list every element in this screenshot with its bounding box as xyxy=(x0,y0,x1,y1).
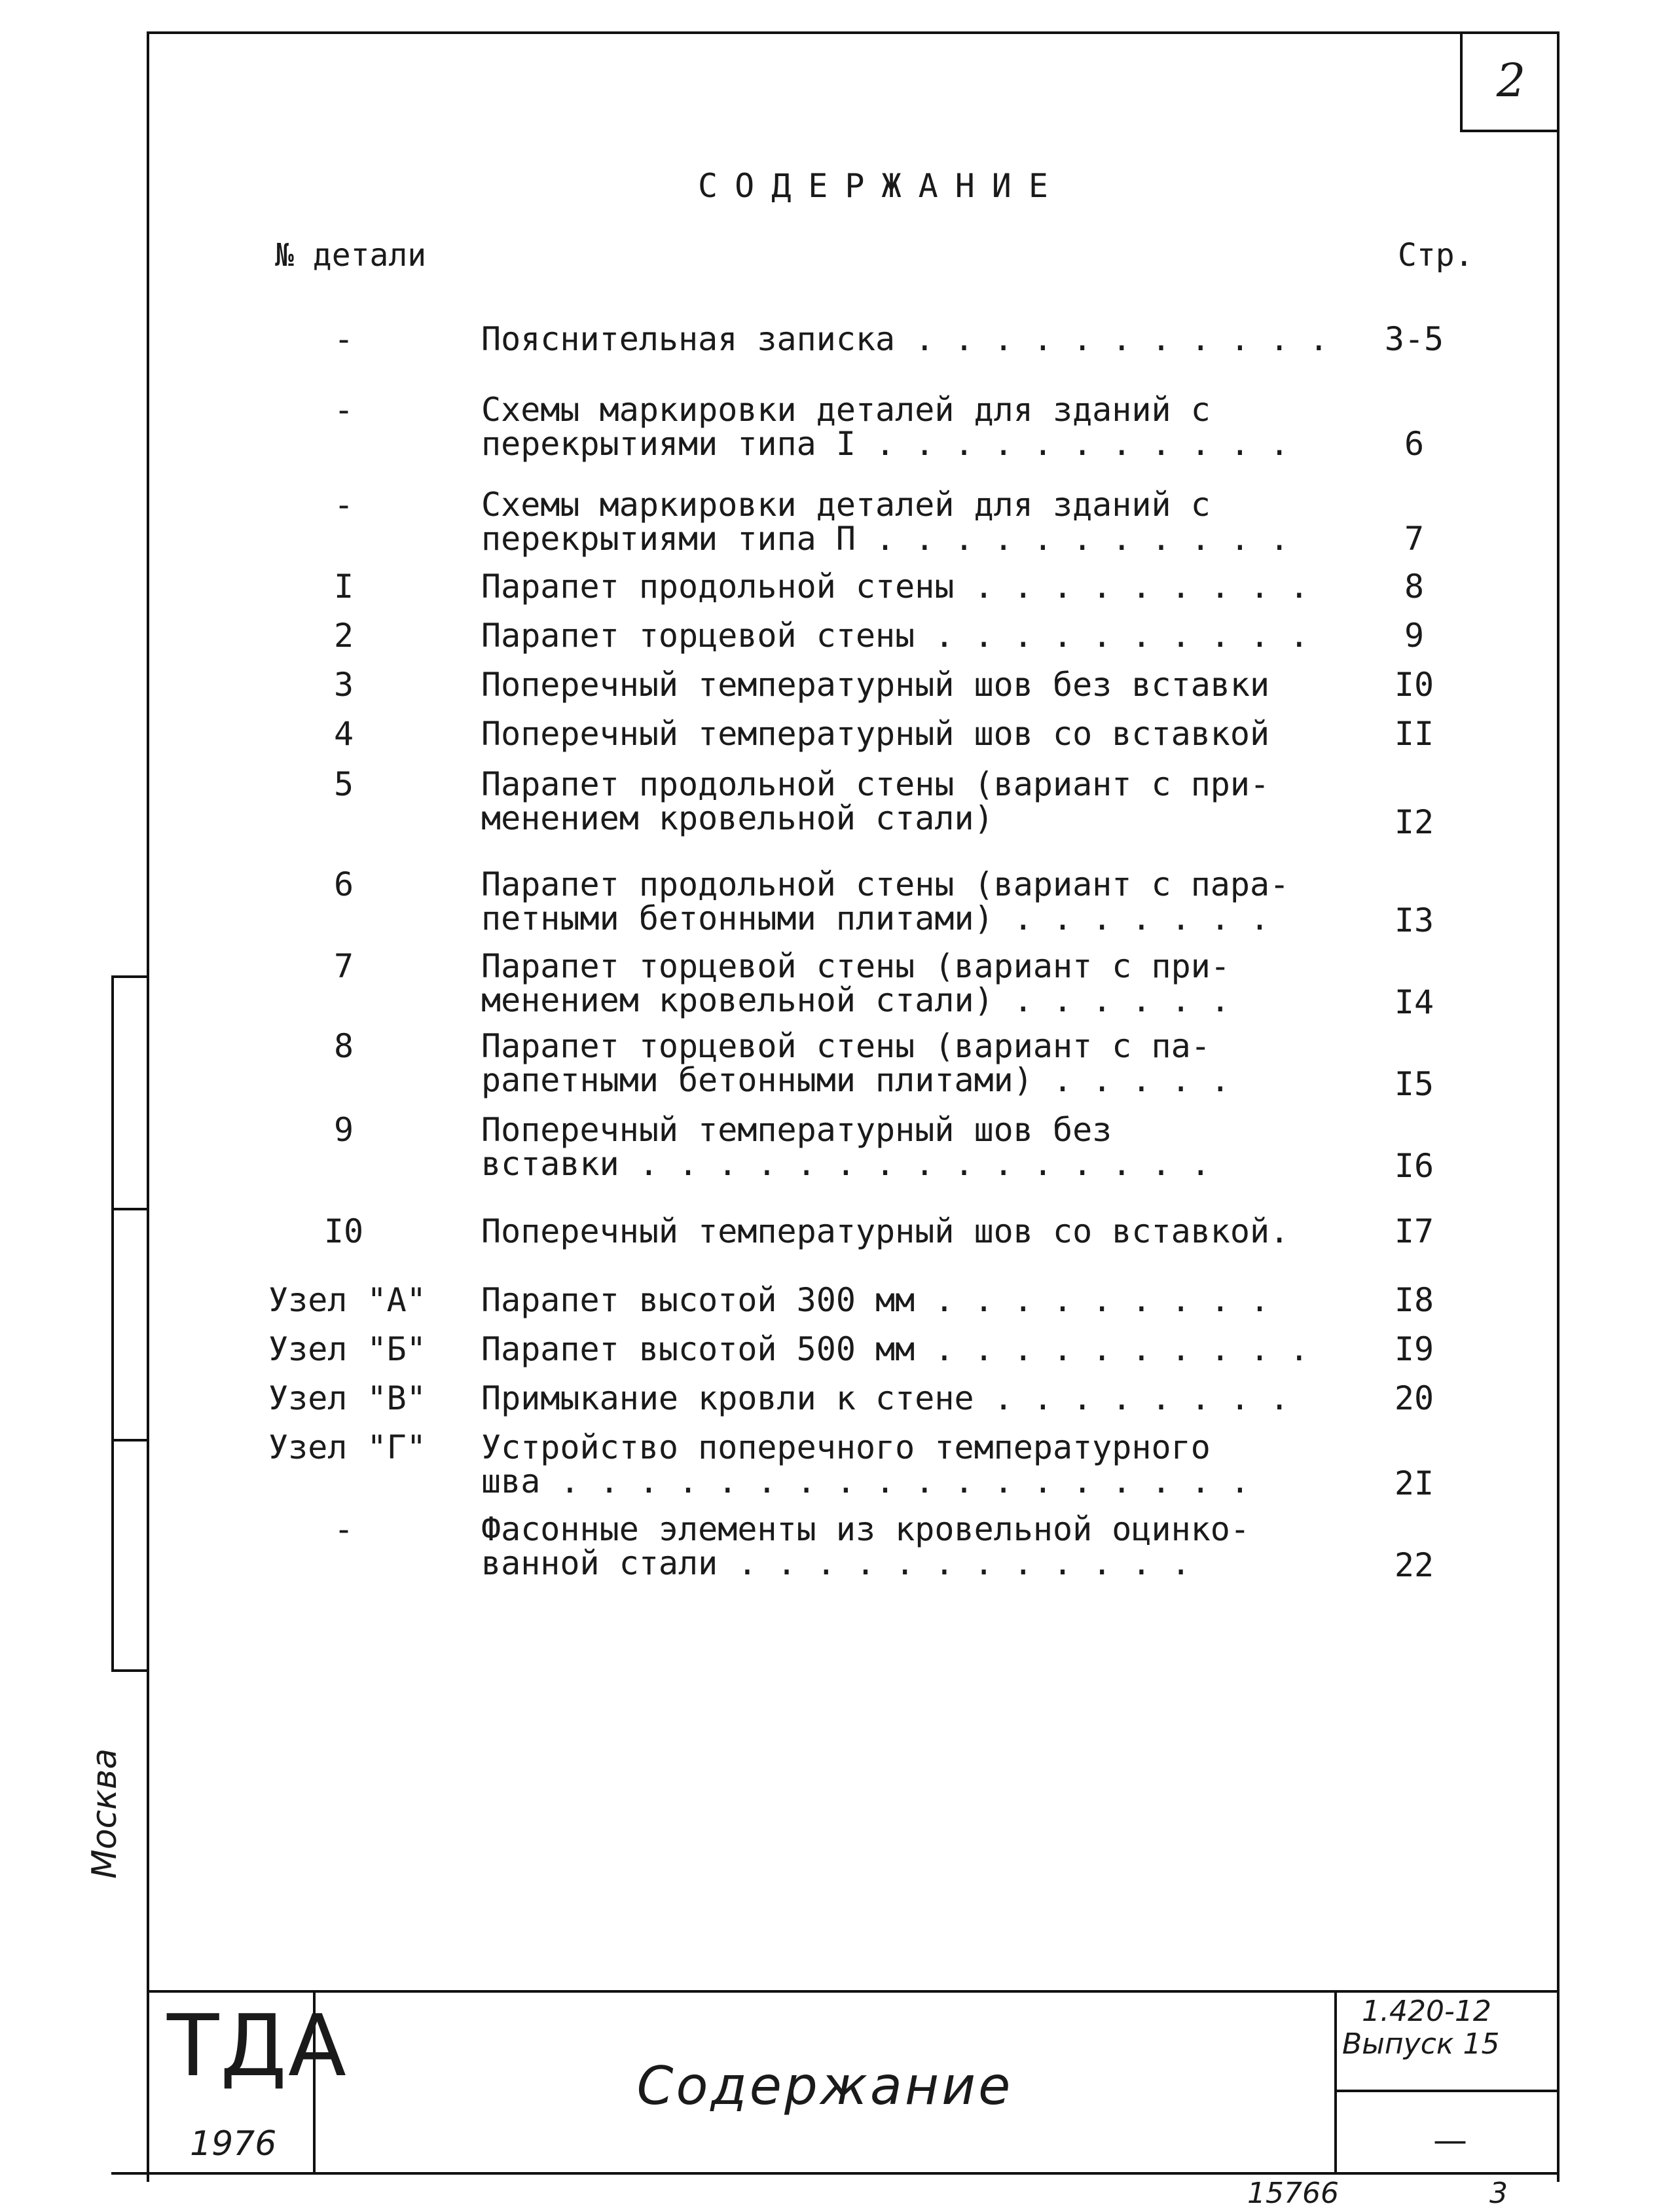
inventory-number: 15766 xyxy=(1247,2177,1339,2210)
binding-margin-tick xyxy=(111,1669,149,1672)
detail-number: - xyxy=(333,391,354,429)
page-ref: 3-5 xyxy=(1384,320,1444,358)
item-title: Парапет высотой 300 мм . . . . . . . . . xyxy=(481,1281,1270,1319)
page-ref: I7 xyxy=(1394,1212,1434,1250)
frame-bottom-line xyxy=(111,2172,1559,2175)
detail-number: I xyxy=(333,568,354,606)
item-title: Парапет торцевой стены (вариант с при- менением кровельной стали) . . . . . . xyxy=(481,947,1230,1019)
frame-top-line xyxy=(147,31,1559,34)
page-ref: 6 xyxy=(1404,425,1425,463)
item-title: Поперечный температурный шов без вставки xyxy=(481,666,1270,704)
frame-right-line xyxy=(1557,31,1559,2182)
item-title: Устройство поперечного температурного шва . . . . . . . . . . . . . . . . . . xyxy=(481,1428,1250,1500)
binding-margin-line xyxy=(111,975,114,1669)
item-title: Парапет торцевой стены (вариант с па- рапетными бетонными плитами) . . . . . xyxy=(481,1027,1230,1099)
item-title: Фасонные элементы из кровельной оцинко- ванной стали . . . . . . . . . . . . xyxy=(481,1510,1250,1582)
binding-margin-tick xyxy=(111,1439,149,1441)
page-ref: 22 xyxy=(1394,1546,1434,1584)
item-title: Пояснительная записка . . . . . . . . . . . xyxy=(481,320,1329,358)
page-title: СОДЕРЖАНИЕ xyxy=(697,167,1066,205)
item-title: Парапет продольной стены (вариант с пара- петными бетонными плитами) . . . . . . . xyxy=(481,865,1290,937)
page-ref: 20 xyxy=(1394,1379,1434,1417)
detail-number: I0 xyxy=(323,1212,364,1250)
item-title: Парапет продольной стены (вариант с при- менением кровельной стали) xyxy=(481,765,1270,837)
item-title: Схемы маркировки деталей для зданий с перекрытиями типа I . . . . . . . . . . . xyxy=(481,391,1290,463)
detail-number: Узел "Г" xyxy=(268,1428,426,1466)
detail-number: Узел "Б" xyxy=(268,1330,426,1368)
page-ref: I5 xyxy=(1394,1065,1434,1103)
detail-number: 7 xyxy=(333,947,354,985)
detail-number: - xyxy=(333,486,354,524)
item-title: Парапет высотой 500 мм . . . . . . . . . . xyxy=(481,1330,1309,1368)
item-title: Поперечный температурный шов со вставкой xyxy=(481,715,1270,753)
sheet-number: 3 xyxy=(1489,2177,1508,2210)
detail-number: 9 xyxy=(333,1111,354,1149)
detail-number: 3 xyxy=(333,666,354,704)
organization-logo: ТДА xyxy=(167,1996,348,2095)
detail-number: Узел "В" xyxy=(268,1379,426,1417)
page-ref: I0 xyxy=(1394,666,1434,704)
detail-number: Узел "А" xyxy=(268,1281,426,1319)
item-title: Парапет продольной стены . . . . . . . . . xyxy=(481,568,1309,606)
page-number: 2 xyxy=(1460,31,1559,132)
detail-number: 4 xyxy=(333,715,354,753)
page-ref: 7 xyxy=(1404,520,1425,558)
frame-left-line xyxy=(147,31,149,2182)
detail-number: 6 xyxy=(333,865,354,903)
detail-number: 8 xyxy=(333,1027,354,1065)
side-city-label: Москва xyxy=(85,1748,124,1879)
stamp-divider xyxy=(1334,1990,1337,2173)
detail-number: - xyxy=(333,1510,354,1548)
stamp-divider xyxy=(1334,2090,1559,2092)
detail-number: - xyxy=(333,320,354,358)
page-ref: I2 xyxy=(1394,803,1434,841)
page-ref: 2I xyxy=(1394,1464,1434,1502)
stamp-title: Содержание xyxy=(636,2056,1013,2116)
page-column-header: Стр. xyxy=(1398,237,1474,274)
page-ref: II xyxy=(1394,715,1434,753)
item-title: Поперечный температурный шов со вставкой. xyxy=(481,1212,1290,1250)
page-ref: I8 xyxy=(1394,1281,1434,1319)
page-ref: I9 xyxy=(1394,1330,1434,1368)
detail-number: 5 xyxy=(333,765,354,803)
item-title: Примыкание кровли к стене . . . . . . . . xyxy=(481,1379,1290,1417)
binding-margin-tick xyxy=(111,975,149,978)
binding-margin-tick xyxy=(111,1208,149,1210)
item-title: Поперечный температурный шов без вставки . . . . . . . . . . . . . . . xyxy=(481,1111,1211,1183)
item-title: Схемы маркировки деталей для зданий с перекрытиями типа П . . . . . . . . . . . xyxy=(481,486,1290,558)
page-ref: 8 xyxy=(1404,568,1425,606)
stamp-lower-cell: — xyxy=(1433,2121,1467,2160)
stamp-top-line xyxy=(147,1990,1559,1993)
item-title: Парапет торцевой стены . . . . . . . . . . xyxy=(481,617,1309,655)
stamp-series-code xyxy=(1342,1995,1499,2061)
issue-number: Выпуск 15 xyxy=(1342,2027,1500,2061)
stamp-year: 1976 xyxy=(190,2124,277,2164)
detail-column-header: № детали xyxy=(275,237,427,274)
page-ref: I4 xyxy=(1394,983,1434,1021)
page-ref: I3 xyxy=(1394,901,1434,939)
detail-number: 2 xyxy=(333,617,354,655)
page-ref: I6 xyxy=(1394,1147,1434,1185)
series-number: 1.420-12 xyxy=(1362,1995,1491,2028)
page-ref: 9 xyxy=(1404,617,1425,655)
